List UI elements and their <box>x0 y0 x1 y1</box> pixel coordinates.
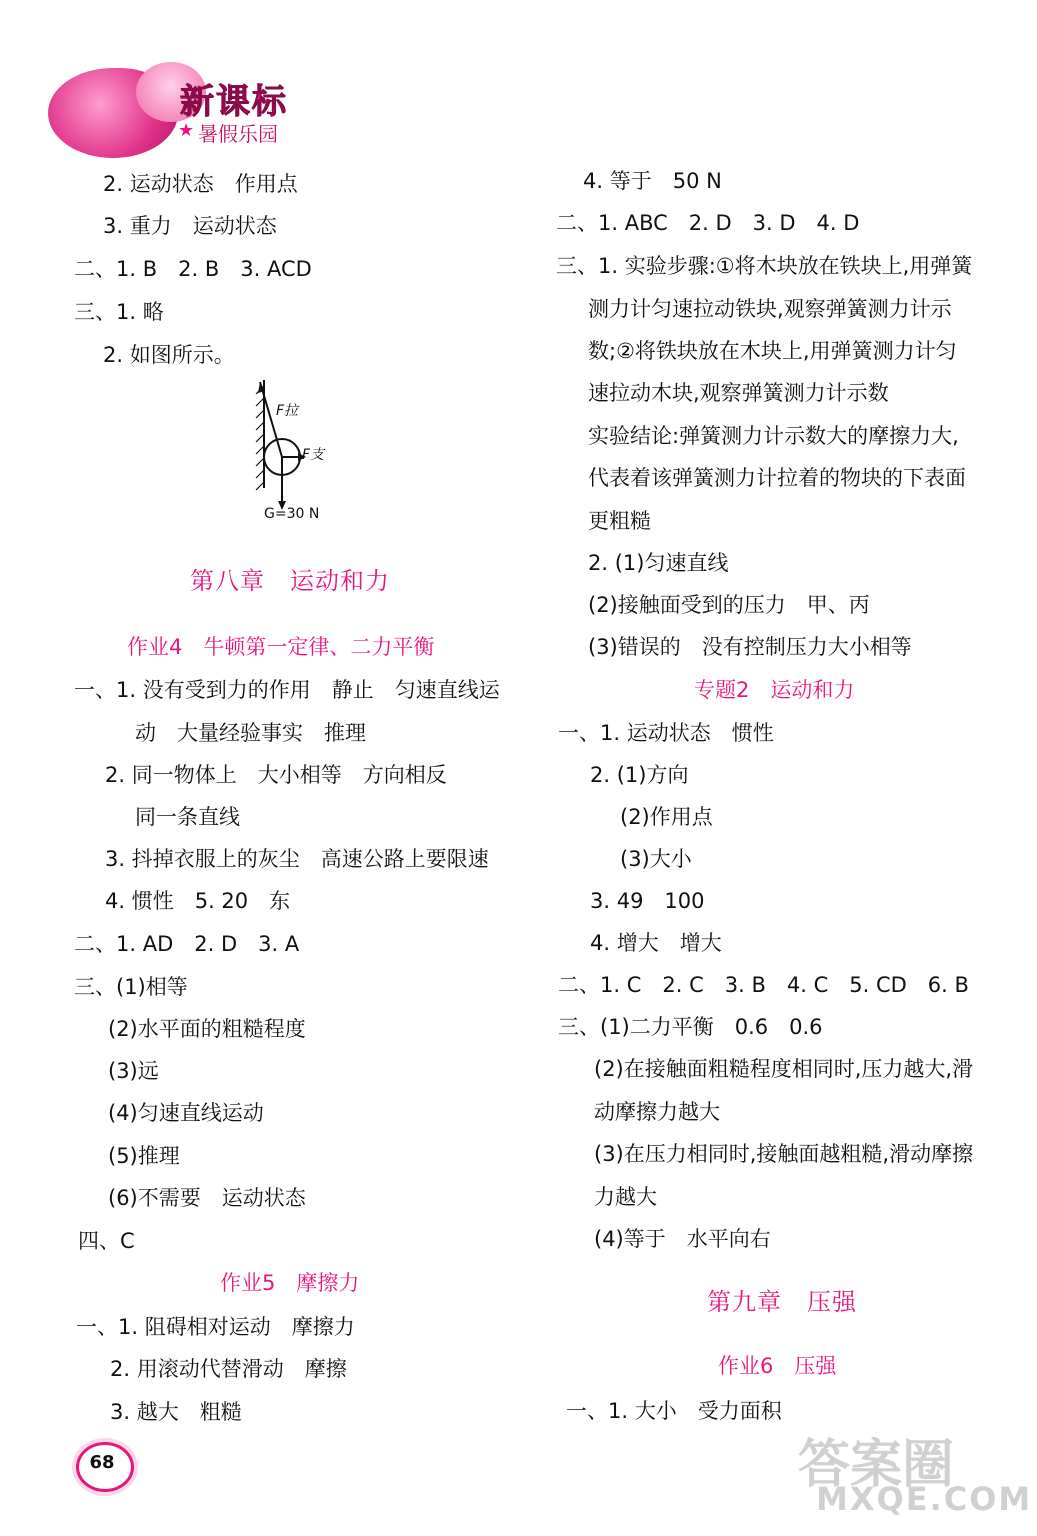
answer-line: 代表着该弹簧测力计拉着的物块的下表面 <box>588 466 966 490</box>
support-force-label: F支 <box>302 447 325 463</box>
answer-line: 一、1. 大小 受力面积 <box>566 1399 782 1423</box>
gravity-label: G=30 N <box>264 506 320 522</box>
brand-subtitle: 暑假乐园 <box>198 122 278 146</box>
answer-line: 速拉动木块,观察弹簧测力计示数 <box>588 381 889 405</box>
answer-line: 三、(1)二力平衡 0.6 0.6 <box>558 1015 823 1039</box>
answer-line: 2. (1)匀速直线 <box>588 551 729 575</box>
answer-line: 4. 等于 50 N <box>583 169 722 193</box>
answer-line: 3. 重力 运动状态 <box>103 214 277 238</box>
answer-line: 二、1. B 2. B 3. ACD <box>74 257 312 281</box>
answer-line: 三、1. 实验步骤:①将木块放在铁块上,用弹簧 <box>556 254 973 278</box>
answer-line: 4. 惯性 5. 20 东 <box>105 889 291 913</box>
pull-force-label: F拉 <box>276 403 299 419</box>
answer-line: 2. (1)方向 <box>590 763 689 787</box>
answer-line: 三、1. 略 <box>74 300 164 324</box>
force-diagram <box>250 378 340 528</box>
answer-line: 四、C <box>78 1229 135 1253</box>
answer-line: 数;②将铁块放在木块上,用弹簧测力计匀 <box>588 339 957 363</box>
chapter-title: 第九章 压强 <box>707 1288 857 1316</box>
section-title: 作业4 牛顿第一定律、二力平衡 <box>127 635 435 659</box>
answer-line: 二、1. ABC 2. D 3. D 4. D <box>556 211 860 235</box>
answer-line: 2. 如图所示。 <box>103 343 235 367</box>
answer-line: 一、1. 运动状态 惯性 <box>558 721 774 745</box>
answer-line: (2)在接触面粗糙程度相同时,压力越大,滑 <box>594 1057 974 1081</box>
answer-line: (3)远 <box>108 1059 159 1083</box>
answer-line: 三、(1)相等 <box>74 975 188 999</box>
section-title: 作业6 压强 <box>718 1354 837 1378</box>
answer-line: 2. 运动状态 作用点 <box>103 172 298 196</box>
answer-line: 3. 49 100 <box>590 889 705 913</box>
answer-line: (2)水平面的粗糙程度 <box>108 1017 306 1041</box>
section-title: 专题2 运动和力 <box>694 678 855 702</box>
answer-line: 一、1. 没有受到力的作用 静止 匀速直线运 <box>74 678 500 702</box>
brand-title: 新课标 <box>180 82 288 122</box>
answer-line: 一、1. 阻碍相对运动 摩擦力 <box>76 1315 355 1339</box>
star-icon: ★ <box>178 120 195 141</box>
answer-line: (4)匀速直线运动 <box>108 1101 264 1125</box>
answer-line: 力越大 <box>594 1185 657 1209</box>
page-number: 68 <box>89 1452 115 1473</box>
answer-line: (4)等于 水平向右 <box>594 1227 771 1251</box>
answer-line: (2)接触面受到的压力 甲、丙 <box>588 593 870 617</box>
brand-logo <box>48 60 328 160</box>
answer-line: 测力计匀速拉动铁块,观察弹簧测力计示 <box>588 297 952 321</box>
answer-line: 实验结论:弹簧测力计示数大的摩擦力大, <box>588 424 959 448</box>
answer-line: 2. 用滚动代替滑动 摩擦 <box>110 1357 347 1381</box>
section-title: 作业5 摩擦力 <box>220 1271 360 1295</box>
answer-line: (5)推理 <box>108 1144 180 1168</box>
answer-line: (3)在压力相同时,接触面越粗糙,滑动摩擦 <box>594 1142 974 1166</box>
answer-line: (6)不需要 运动状态 <box>108 1186 306 1210</box>
answer-line: 2. 同一物体上 大小相等 方向相反 <box>105 763 447 787</box>
answer-line: 3. 越大 粗糙 <box>110 1400 242 1424</box>
answer-line: 同一条直线 <box>135 805 240 829</box>
watermark-url: MXQE.COM <box>816 1480 1033 1518</box>
answer-line: (3)错误的 没有控制压力大小相等 <box>588 635 912 659</box>
chapter-title: 第八章 运动和力 <box>190 567 390 595</box>
watermark-text: 答案圈 <box>798 1435 955 1495</box>
answer-line: 动摩擦力越大 <box>594 1100 720 1124</box>
page-number-badge <box>72 1440 132 1488</box>
answer-line: (2)作用点 <box>620 805 713 829</box>
watermark <box>798 1422 1033 1522</box>
answer-line: (3)大小 <box>620 847 692 871</box>
answer-line: 二、1. AD 2. D 3. A <box>74 932 300 956</box>
answer-line: 动 大量经验事实 推理 <box>135 721 366 745</box>
answer-line: 3. 抖掉衣服上的灰尘 高速公路上要限速 <box>105 847 489 871</box>
answer-line: 二、1. C 2. C 3. B 4. C 5. CD 6. B <box>558 973 969 997</box>
answer-line: 4. 增大 增大 <box>590 931 722 955</box>
answer-line: 更粗糙 <box>588 509 651 533</box>
